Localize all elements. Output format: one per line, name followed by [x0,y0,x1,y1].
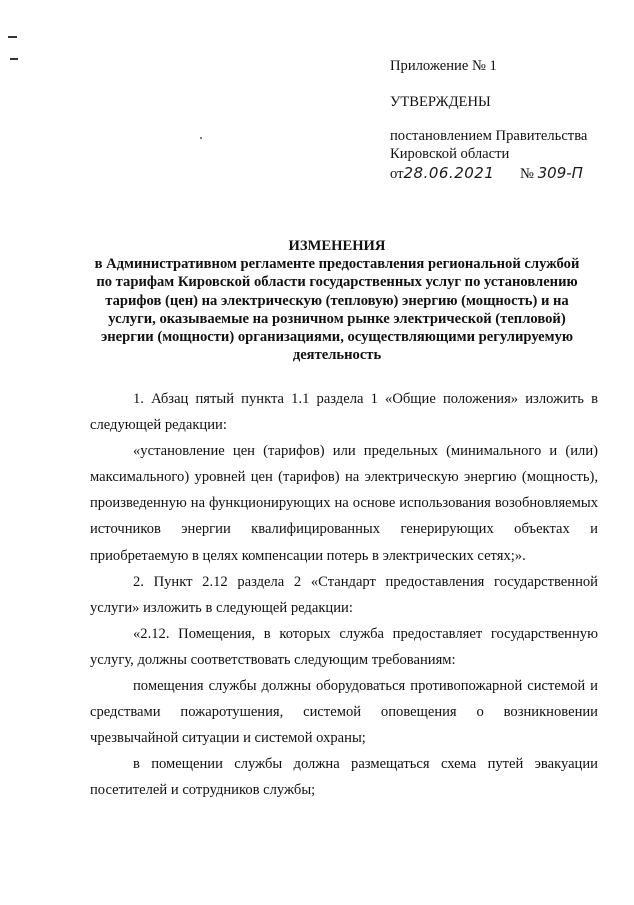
handwritten-number: 309-П [537,164,583,182]
scan-speck [200,137,202,139]
document-subtitle-line: услуги, оказываемые на розничном рынке электрической (тепловой) [108,310,566,327]
paragraph-4: «2.12. Помещения, в которых служба предоставляет государственную услугу, должны соответствовать следующим требованиям: [90,625,598,668]
date-prefix: от [390,166,404,182]
scan-margin-mark [10,58,18,60]
approved-by-line-2: Кировской области [390,146,510,162]
document-subtitle-line: деятельность [292,347,382,364]
approved-by-line-1: постановлением Правительства [390,128,588,144]
document-heading: ИЗМЕНЕНИЯ [288,238,386,254]
document-body [90,386,598,804]
paragraph-6: в помещении службы должна размещаться схема путей эвакуации посетителей и сотрудников службы; [90,756,598,799]
paragraph-2: «установление цен (тарифов) или предельных (минимального и (или) максимального) уровней цен (тарифов) на электрическую энергию (мощность), произведенную на функционирующих на основе использования возобновляемых источников энергии квалифицированных генерирующих объектах и приобретаемую в целях компенсации потерь в электрических сетях;». [90,443,598,564]
document-subtitle-line: в Административном регламенте предоставления региональной службой [94,256,580,273]
document-title-block [70,237,604,364]
number-prefix: № [520,166,534,182]
document-subtitle-line: по тарифам Кировской области государственных услуг по установлению [96,274,578,291]
handwritten-date: 28.06.2021 [403,164,495,182]
document-subtitle-line: тарифов (цен) на электрическую (тепловую) энергию (мощность) и на [105,292,569,309]
document-subtitle-line: энергии (мощности) организациями, осуществляющими регулируемую [100,329,574,346]
appendix-label: Приложение № 1 [390,58,497,74]
paragraph-5: помещения службы должны оборудоваться противопожарной системой и средствами пожаротушения, системой оповещения о возникновении чрезвычайной ситуации и системой охраны; [90,678,598,747]
paragraph-3: 2. Пункт 2.12 раздела 2 «Стандарт предоставления государственной услуги» изложить в следующей редакции: [90,573,598,616]
date-number-line [390,164,583,183]
approved-label: УТВЕРЖДЕНЫ [390,94,491,110]
scan-margin-mark [8,36,17,38]
paragraph-1: 1. Абзац пятый пункта 1.1 раздела 1 «Общие положения» изложить в следующей редакции: [90,391,598,434]
